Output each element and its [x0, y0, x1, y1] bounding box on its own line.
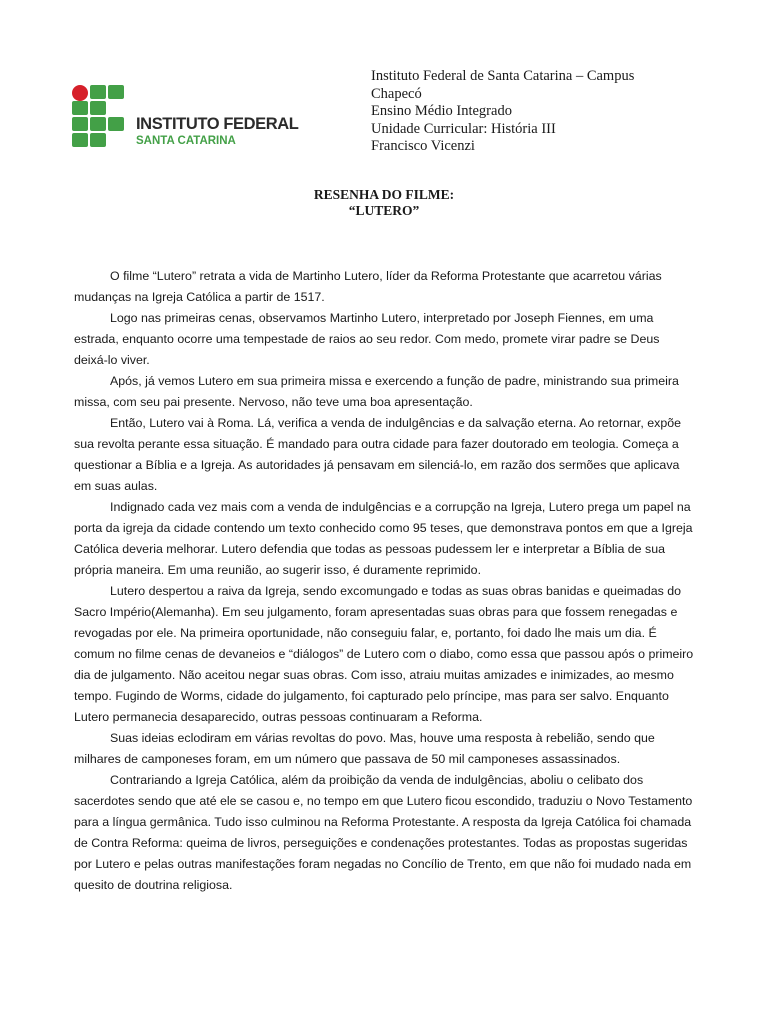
logo-square: [90, 85, 106, 99]
title-line: RESENHA DO FILME:: [313, 187, 455, 202]
paragraph: Lutero despertou a raiva da Igreja, sendo excomungado e todas as suas obras banidas e queimadas do Sacro Império(Alemanha). Em seu julgamento, foram apresentadas suas obras para que fossem renegadas e revogadas por ele. Na primeira oportunidade, não conseguiu falar, e, portanto, foi dado lhe mais um dia. É comum no filme cenas de devaneios e “diálogos” de Lutero com o diabo, como essa que passou após o primeiro dia de julgamento. Não aceitou negar suas obras. Com isso, atraiu muitas amizades e inimizades, ao mesmo tempo. Fugindo de Worms, cidade do julgamento, foi capturado pelo príncipe, mas para ser salvo. Enquanto Lutero permanecia desaparecido, outras pessoas continuaram a Reforma.: [74, 584, 694, 724]
paragraph: Logo nas primeiras cenas, observamos Martinho Lutero, interpretado por Joseph Fiennes, em uma estrada, enquanto ocorre uma tempestade de raios ao seu redor. Com medo, promete virar padre se Deus deixá-lo viver.: [74, 311, 660, 367]
logo-square: [108, 85, 124, 99]
institution-logo: [72, 85, 299, 147]
paragraph: Após, já vemos Lutero em sua primeira missa e exercendo a função de padre, ministrando sua primeira missa, com seu pai presente. Nervoso, não teve uma boa apresentação.: [74, 374, 679, 409]
logo-square: [90, 133, 106, 147]
paragraph: O filme “Lutero” retrata a vida de Martinho Lutero, líder da Reforma Protestante que acarretou várias mudanças na Igreja Católica a partir de 1517.: [74, 269, 662, 304]
logo-square: [72, 133, 88, 147]
logo-title: INSTITUTO FEDERAL: [136, 115, 299, 133]
logo-square: [90, 117, 106, 131]
logo-square: [108, 117, 124, 131]
title-line: “LUTERO”: [348, 203, 420, 218]
logo-square: [72, 101, 88, 115]
header-line: Unidade Curricular: História III: [371, 120, 556, 137]
header-line: Francisco Vicenzi: [371, 138, 475, 154]
logo-square: [72, 117, 88, 131]
header-info: [371, 68, 671, 156]
logo-square: [90, 101, 106, 115]
header-line: Chapecó: [371, 85, 422, 102]
document-title: [0, 187, 768, 219]
paragraph: Suas ideias eclodiram em várias revoltas do povo. Mas, houve uma resposta à rebelião, sendo que milhares de camponeses foram, em um número que passava de 50 mil camponeses assassinados.: [74, 731, 655, 766]
logo-red-circle: [72, 85, 88, 101]
header-line: Ensino Médio Integrado: [371, 103, 512, 119]
review-body: [74, 266, 694, 896]
header-line: Instituto Federal de Santa Catarina – Campus: [371, 68, 635, 84]
logo-subtitle: SANTA CATARINA: [136, 135, 236, 147]
paragraph: Contrariando a Igreja Católica, além da proibição da venda de indulgências, aboliu o celibato dos sacerdotes sendo que até ele se casou e, no tempo em que Lutero ficou escondido, traduziu o Novo Testamento para a língua germânica. Tudo isso culminou na Reforma Protestante. A resposta da Igreja Católica foi chamada de Contra Reforma: queima de livros, perseguições e condenações protestantes. Todas as propostas sugeridas por Lutero e pelas outras manifestações foram negadas no Concílio de Trento, em que não foi mudado nada em quesito de doutrina religiosa.: [74, 773, 693, 892]
paragraph: Então, Lutero vai à Roma. Lá, verifica a venda de indulgências e da salvação eterna. Ao retornar, expõe sua revolta perante essa situação. É mandado para outra cidade para fazer doutorado em teologia. Começa a questionar a Bíblia e a Igreja. As autoridades já pensavam em silenciá-lo, em razão dos sermões que aplicava em suas aulas.: [74, 416, 682, 493]
logo-emblem-icon: [72, 85, 124, 147]
paragraph: Indignado cada vez mais com a venda de indulgências e a corrupção na Igreja, Lutero prega um papel na porta da igreja da cidade contendo um texto conhecido como 95 teses, que demonstrava pontos em que a Igreja Católica deveria melhorar. Lutero defendia que todas as pessoas pudessem ler e interpretar a Bíblia de sua própria maneira. Em uma reunião, ao sugerir isso, é duramente reprimido.: [74, 500, 693, 577]
